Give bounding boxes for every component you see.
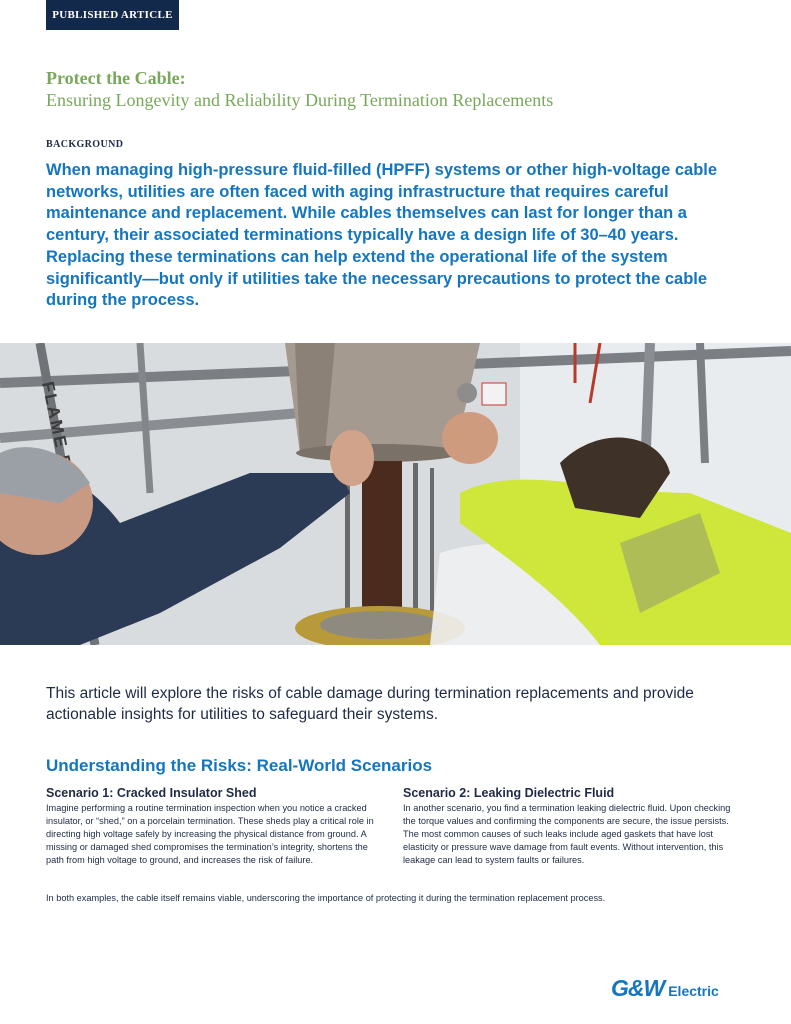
risks-heading: Understanding the Risks: Real-World Scenarios bbox=[46, 756, 433, 775]
sign-text: FLAME bbox=[38, 379, 71, 451]
closing-paragraph: In both examples, the cable itself remains viable, underscoring the importance of protecting it during the termination replacement process. bbox=[46, 893, 606, 903]
scenario-1-title: Scenario 1: Cracked Insulator Shed bbox=[46, 786, 257, 800]
lead-paragraph: When managing high-pressure fluid-filled (HPFF) systems or other high-voltage cable networks, utilities are often faced with aging infrastructure that requires careful maintenance and replacement. While cables themselves can last for longer than a century, their associated terminations typically have a design life of 30–40 years. Replacing these terminations can help extend the operational life of the system significantly—but only if utilities take the necessary precautions to protect the cable during the process. bbox=[46, 161, 718, 310]
scenario-2-body: In another scenario, you find a termination leaking dielectric fluid. Upon checking the torque values and confirming the components are secure, the issue persists. The most common causes of such leaks include aged gaskets that have lost elasticity or pressure wave damage from fault events. Without intervention, this leakage can lead to system faults or failures. bbox=[403, 803, 731, 865]
logo-mark: G&W bbox=[611, 975, 665, 1001]
photo-illustration bbox=[0, 343, 791, 645]
published-article-tag: PUBLISHED ARTICLE bbox=[46, 0, 179, 30]
scenario-2-title: Scenario 2: Leaking Dielectric Fluid bbox=[403, 786, 615, 800]
title-line-1: Protect the Cable: bbox=[46, 68, 186, 88]
background-label: BACKGROUND bbox=[46, 139, 124, 150]
intro-paragraph: This article will explore the risks of cable damage during termination replacements and provide actionable insights for utilities to safeguard their systems. bbox=[46, 685, 694, 723]
scenario-1 bbox=[46, 786, 381, 867]
termination-photo bbox=[0, 343, 791, 645]
scenario-1-body: Imagine performing a routine termination inspection when you notice a cracked insulator, or “shed,” on a porcelain termination. These sheds play a critical role in directing high voltage safely by increasing the physical distance from ground. A missing or damaged shed compromises the termination’s integrity, shortens the path from high voltage to ground, and increases the risk of failure. bbox=[46, 803, 374, 865]
gw-electric-logo bbox=[611, 975, 719, 1001]
article-title bbox=[46, 67, 746, 111]
title-line-2: Ensuring Longevity and Reliability During Termination Replacements bbox=[46, 90, 554, 110]
logo-word: Electric bbox=[668, 983, 719, 999]
scenario-2 bbox=[403, 786, 738, 867]
